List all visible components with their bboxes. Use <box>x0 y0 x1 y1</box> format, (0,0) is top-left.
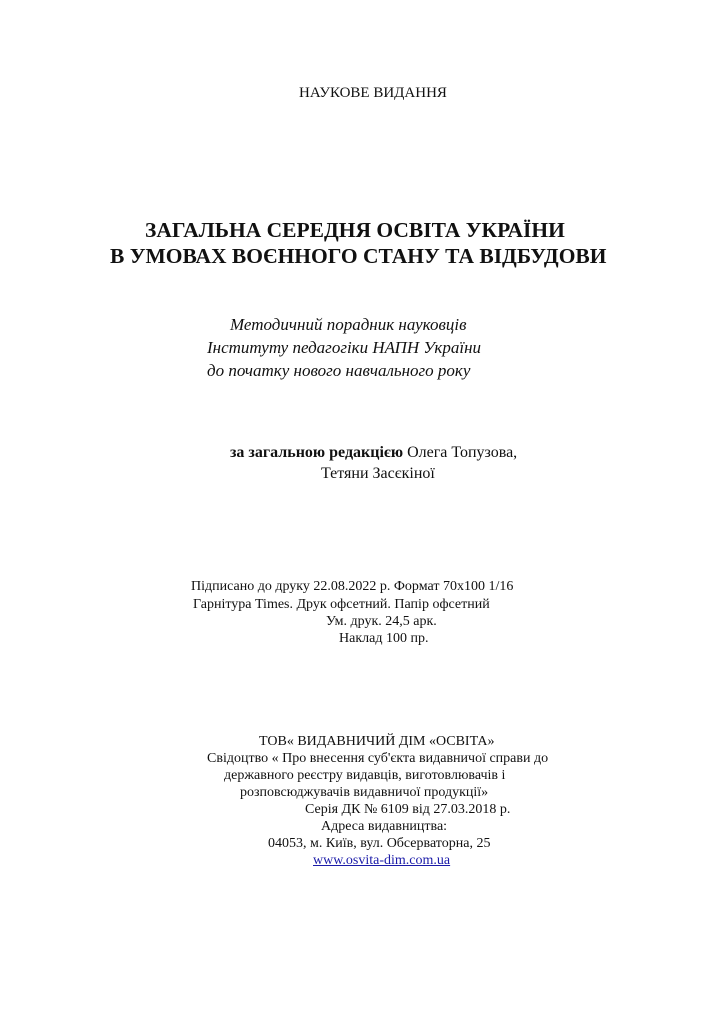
book-subtitle-line-1: Методичний порадник науковців <box>230 315 467 334</box>
print-info-line-1: Підписано до друку 22.08.2022 р. Формат 70х100 1/16 <box>191 579 514 594</box>
publisher-website-link[interactable]: www.osvita-dim.com.ua <box>313 853 451 868</box>
publisher-certificate-line-1: Свідоцтво « Про внесення суб'єкта видавничої справи до <box>207 751 549 766</box>
book-title-line-1: ЗАГАЛЬНА СЕРЕДНЯ ОСВІТА УКРАЇНИ <box>145 218 565 242</box>
publisher-address-label: Адреса видавництва: <box>321 819 448 834</box>
publisher-name: ТОВ« ВИДАВНИЧИЙ ДІМ «ОСВІТА» <box>259 734 495 749</box>
editors-names-2: Тетяни Засєкіної <box>321 465 435 482</box>
print-info-line-4: Наклад 100 пр. <box>339 631 429 646</box>
book-subtitle-line-3: до початку нового навчального року <box>207 361 471 380</box>
publisher-address: 04053, м. Київ, вул. Обсерваторна, 25 <box>268 836 491 851</box>
editors-line-1 <box>230 445 517 461</box>
editors-prefix: за загальною редакцією <box>230 444 404 461</box>
publisher-certificate-line-2: державного реєстру видавців, виготовлювачів і <box>224 768 506 783</box>
print-info-line-2: Гарнітура Times. Друк офсетний. Папір офсетний <box>193 597 490 612</box>
publisher-series: Серія ДК № 6109 від 27.03.2018 р. <box>305 802 511 817</box>
publisher-certificate-line-3: розповсюджувачів видавничої продукції» <box>240 785 489 800</box>
book-subtitle-line-2: Інституту педагогіки НАПН України <box>207 338 482 357</box>
print-info-line-3: Ум. друк. 24,5 арк. <box>326 614 437 629</box>
editors-names-1: Олега Топузова, <box>403 444 518 461</box>
edition-type-label: НАУКОВЕ ВИДАННЯ <box>299 85 447 101</box>
book-title-line-2: В УМОВАХ ВОЄННОГО СТАНУ ТА ВІДБУДОВИ <box>110 244 607 268</box>
